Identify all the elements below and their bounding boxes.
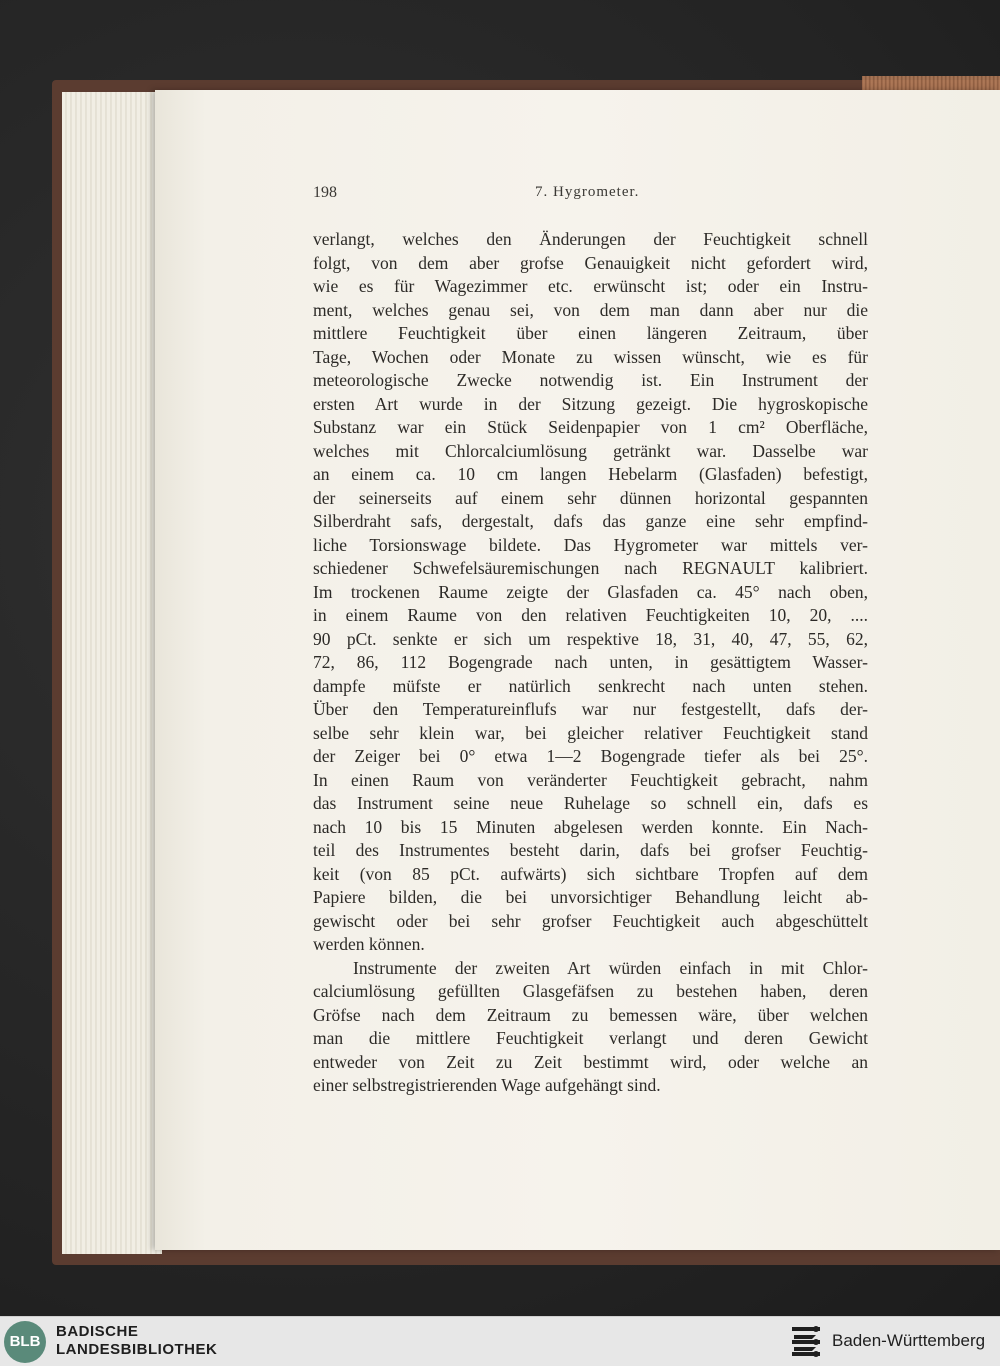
text-line: verlangt, welches den Änderungen der Feuchtigkeit schnell (313, 229, 868, 249)
text-line: 72, 86, 112 Bogengrade nach unten, in gesättigtem Wasser- (313, 652, 868, 672)
text-line: werden können. (313, 934, 425, 954)
chapter-title: 7. Hygrometer. (535, 184, 640, 200)
text-line: Silberdraht safs, dergestalt, dafs das ganze eine sehr empfind- (313, 511, 868, 531)
text-line: Im trockenen Raume zeigte der Glasfaden ca. 45° nach oben, (313, 581, 868, 602)
text-line: Über den Temperatureinflufs war nur festgestellt, dafs der- (313, 699, 868, 719)
text-line: Tage, Wochen oder Monate zu wissen wünscht, wie es für (313, 346, 868, 367)
text-line: folgt, von dem aber grofse Genauigkeit nicht gefordert wird, (313, 252, 868, 273)
state-name[interactable]: Baden-Württemberg (832, 1331, 986, 1350)
text-line: in einem Raume von den relativen Feuchtigkeiten 10, 20, .... (313, 605, 868, 625)
text-line: das Instrument seine neue Ruhelage so schnell ein, dafs es (313, 793, 868, 813)
text-line: 90 pCt. senkte er sich um respektive 18, 31, 40, 47, 55, 62, (313, 628, 868, 649)
text-line: selbe sehr klein war, bei gleicher relativer Feuchtigkeit stand (313, 722, 868, 743)
footer-bar (0, 1316, 1000, 1366)
text-line: Substanz war ein Stück Seidenpapier von 1 cm² Oberfläche, (313, 417, 868, 437)
library-name[interactable] (56, 1323, 217, 1359)
text-line: calciumlösung gefüllten Glasgefäfsen zu bestehen haben, deren (313, 981, 868, 1001)
text-line: meteorologische Zwecke notwendig ist. Ein Instrument der (313, 370, 868, 390)
text-line: gewischt oder bei sehr grofser Feuchtigkeit auch abgeschüttelt (313, 910, 868, 931)
body-text (313, 228, 868, 1098)
library-name-line1: BADISCHE (56, 1323, 139, 1340)
page-number: 198 (313, 184, 337, 201)
text-line: mittlere Feuchtigkeit über einen längeren Zeitraum, über (313, 323, 868, 343)
text-line: ersten Art wurde in der Sitzung gezeigt. Die hygroskopische (313, 393, 868, 414)
library-name-line2: LANDESBIBLIOTHEK (56, 1341, 218, 1358)
text-line: Gröfse nach dem Zeitraum zu bemessen wäre, über welchen (313, 1004, 868, 1025)
text-line: der Zeiger bei 0° etwa 1—2 Bogengrade tiefer als bei 25°. (313, 746, 868, 766)
text-line: dampfe müfste er natürlich senkrecht nach unten stehen. (313, 675, 868, 696)
text-line: In einen Raum von veränderter Feuchtigkeit gebracht, nahm (313, 769, 868, 790)
text-line: der seinerseits auf einem sehr dünnen horizontal gespannten (313, 487, 868, 508)
text-line: nach 10 bis 15 Minuten abgelesen werden konnte. Ein Nach- (313, 816, 868, 837)
text-line: wie es für Wagezimmer etc. erwünscht ist; oder ein Instru- (313, 276, 868, 296)
text-line: man die mittlere Feuchtigkeit verlangt und deren Gewicht (313, 1028, 868, 1048)
text-line: an einem ca. 10 cm langen Hebelarm (Glasfaden) befestigt, (313, 464, 868, 484)
text-line: Instrumente der zweiten Art würden einfach in mit Chlor- (353, 957, 868, 978)
text-line: teil des Instrumentes besteht darin, dafs bei grofser Feuchtig- (313, 840, 868, 860)
text-line: liche Torsionswage bildete. Das Hygrometer war mittels ver- (313, 534, 868, 555)
text-line: keit (von 85 pCt. aufwärts) sich sichtbare Tropfen auf dem (313, 863, 868, 884)
text-line: schiedener Schwefelsäuremischungen nach REGNAULT kalibriert. (313, 558, 868, 578)
lions-emblem-icon (788, 1323, 824, 1361)
blb-logo[interactable]: BLB (4, 1321, 46, 1363)
text-line: entweder von Zeit zu Zeit bestimmt wird, oder welche an (313, 1051, 868, 1072)
page-edges (62, 92, 162, 1254)
text-line: welches mit Chlorcalciumlösung getränkt war. Dasselbe war (313, 440, 868, 461)
text-line: ment, welches genau sei, von dem man dann aber nur die (313, 299, 868, 320)
text-line: Papiere bilden, die bei unvorsichtiger Behandlung leicht ab- (313, 887, 868, 907)
running-head (313, 184, 868, 206)
text-line: einer selbstregistrierenden Wage aufgehängt sind. (313, 1075, 661, 1095)
